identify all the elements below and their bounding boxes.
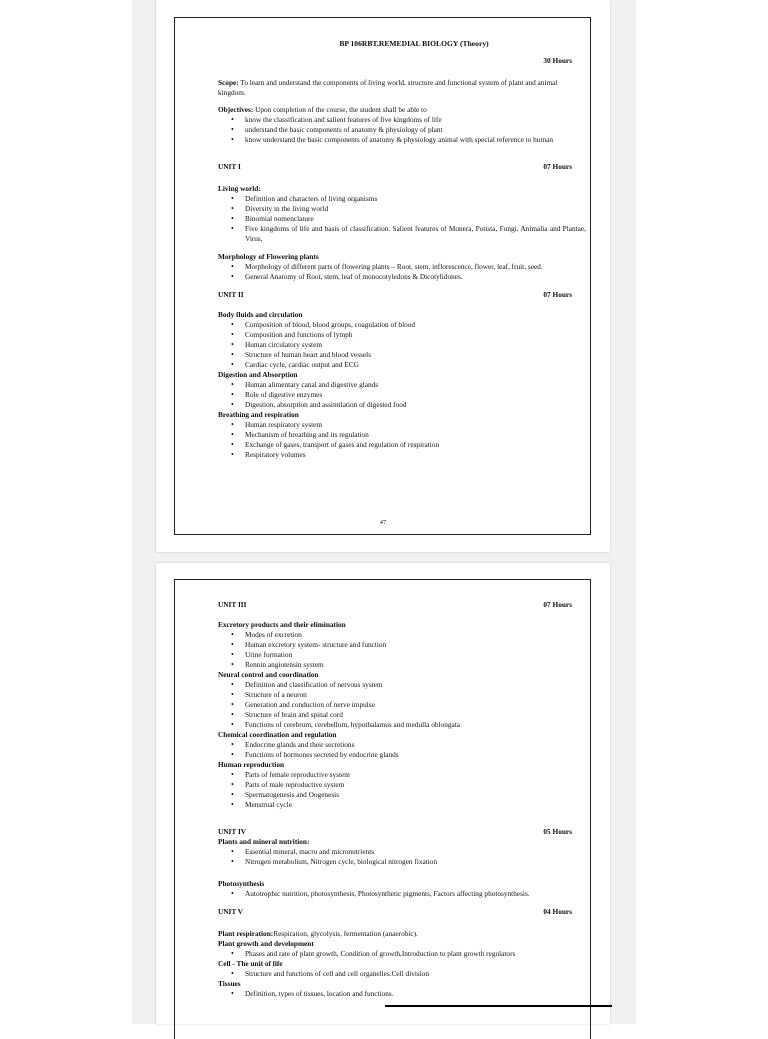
list-item: • Binomial nomenclature [218,214,586,224]
section-heading: Human reproduction [218,760,285,769]
unit-hours: 07 Hours [543,600,572,609]
chemical-list [218,740,586,760]
document-page-1 [156,0,610,552]
scope-text: To learn and understand the components of living world, structure and functional system of plant and animal kingdom. [218,78,558,97]
reproduction-list [218,770,586,810]
cell-list [218,969,586,979]
objectives-list [218,115,586,145]
plant-respiration-text: Respiration, glycolysis, fermentation (anaerobic). [273,929,418,938]
unit-2-header [218,290,586,300]
unit-hours: 07 Hours [543,290,572,299]
list-item: • Spermatogenesis and Oogenesis [218,790,586,800]
list-item: • Phases and rate of plant growth, Condition of growth,Introduction to plant growth regulators [218,949,586,959]
objectives-text: Upon completion of the course, the student shall be able to [253,105,427,114]
morphology-list [218,262,586,282]
unit-3-header [218,600,586,610]
page-1-content [218,20,586,460]
excretory-list [218,630,586,670]
list-item: • Definition and classification of nervous system [218,680,586,690]
list-item: • Parts of female reproductive system [218,770,586,780]
breathing-list [218,420,586,460]
list-item: • Definition, types of tissues, location and functions. [218,989,586,999]
unit-5-header [218,907,586,917]
plants-mineral-list [218,847,586,867]
unit-label: UNIT III [218,600,247,609]
list-item: • Human respiratory system [218,420,586,430]
objectives-label: Objectives: [218,105,254,114]
unit-label: UNIT IV [218,827,247,836]
list-item: • Exchange of gases, transport of gases and regulation of respiration [218,440,586,450]
plant-respiration-line [218,929,586,939]
section-heading: Cell - The unit of life [218,959,283,968]
total-hours: 30 Hours [543,56,572,65]
photosynthesis-list [218,889,586,899]
list-item: • Functions of hormones secreted by endocrine glands [218,750,586,760]
list-item: • Human excretory system- structure and function [218,640,586,650]
list-item: • Structure of a neuron [218,690,586,700]
unit-hours: 04 Hours [543,907,572,916]
list-item: • Morphology of different parts of flowering plants – Root, stem, inflorescence, flower, leaf, fruit, seed. [218,262,586,272]
list-item: • General Anatomy of Root, stem, leaf of monocotyledons & Dicotylidones. [218,272,586,282]
list-item: • Structure and functions of cell and cell organelles.Cell division [218,969,586,979]
tissues-list [218,989,586,999]
list-item: • Modes of excretion [218,630,586,640]
section-heading: Digestion and Absorption [218,370,298,379]
list-item: • Cardiac cycle, cardiac output and ECG [218,360,586,370]
unit-hours: 05 Hours [543,827,572,836]
unit-1-header [218,162,586,172]
list-item: • Definition and characters of living organisms [218,194,586,204]
list-item: • Essential mineral, macro and micronutrients [218,847,586,857]
list-item: • Parts of male reproductive system [218,780,586,790]
list-item: • Menstrual cycle [218,800,586,810]
section-heading: Tissues [218,979,241,988]
unit-label: UNIT I [218,162,241,171]
list-item: • Human circulatory system [218,340,586,350]
list-item: • Generation and conduction of nerve impulse [218,700,586,710]
list-item: • Diversity in the living world [218,204,586,214]
plant-growth-list [218,949,586,959]
course-title: BP 106RBT.REMEDIAL BIOLOGY (Theory) [339,39,489,48]
section-heading: Living world: [218,184,261,193]
section-heading: Photosynthesis [218,879,265,888]
scope-label: Scope: [218,78,239,87]
page-2-content [218,600,586,999]
neural-list [218,680,586,730]
list-item: • Structure of human heart and blood vessels [218,350,586,360]
horizontal-rule [385,1005,612,1007]
unit-label: UNIT II [218,290,244,299]
list-item: • Urine formation [218,650,586,660]
list-item: • Human alimentary canal and digestive glands [218,380,586,390]
list-item: • Rennin angiotensin system [218,660,586,670]
section-heading: Chemical coordination and regulation [218,730,337,739]
document-page-2 [156,563,610,1024]
list-item: • Endocrine glands and their secretions [218,740,586,750]
section-heading: Neural control and coordination [218,670,319,679]
list-item: • know the classification and salient features of five kingdoms of life [218,115,586,125]
list-item: • Nitrogen metabolism, Nitrogen cycle, biological nitrogen fixation [218,857,586,867]
scope-paragraph [218,78,586,98]
list-item: • Role of digestive enzymes [218,390,586,400]
section-heading: Body fluids and circulation [218,310,303,319]
body-fluids-list [218,320,586,370]
section-heading: Breathing and respiration [218,410,299,419]
list-item: • Functions of cerebrum, cerebellum, hypothalamus and medulla oblongata [218,720,586,730]
list-item: • understand the basic components of anatomy & physiology of plant [218,125,586,135]
section-heading: Excretory products and their elimination [218,620,346,629]
list-item: • Composition and functions of lymph [218,330,586,340]
list-item: • know understand the basic components of anatomy & physiology animal with special reference to human [218,135,586,145]
list-item: • Digestion, absorption and assimilation of digested food [218,400,586,410]
unit-hours: 07 Hours [543,162,572,171]
unit-label: UNIT V [218,907,244,916]
section-heading: Plant growth and development [218,939,314,948]
list-item: • Autotrophic nutrition, photosynthesis, Photosynthetic pigments, Factors affecting photosynthesis. [218,889,586,899]
objectives-paragraph [218,105,586,115]
list-item: • Respiratory volumes [218,450,586,460]
section-heading: Plant respiration: [218,929,274,938]
section-heading: Plants and mineral nutrition: [218,837,310,846]
list-item: • Mechanism of breathing and its regulation [218,430,586,440]
list-item: • Five kingdoms of life and basis of classification. Salient features of Monera, Potista, Fungi, Animalia and Plantae, Virus, [218,224,586,244]
living-world-list [218,194,586,244]
section-heading: Morphology of Flowering plants [218,252,319,261]
unit-4-header [218,827,586,837]
list-item: • Composition of blood, blood groups, coagulation of blood [218,320,586,330]
page-number: 47 [379,519,387,526]
digestion-list [218,380,586,410]
list-item: • Structure of brain and spinal cord [218,710,586,720]
